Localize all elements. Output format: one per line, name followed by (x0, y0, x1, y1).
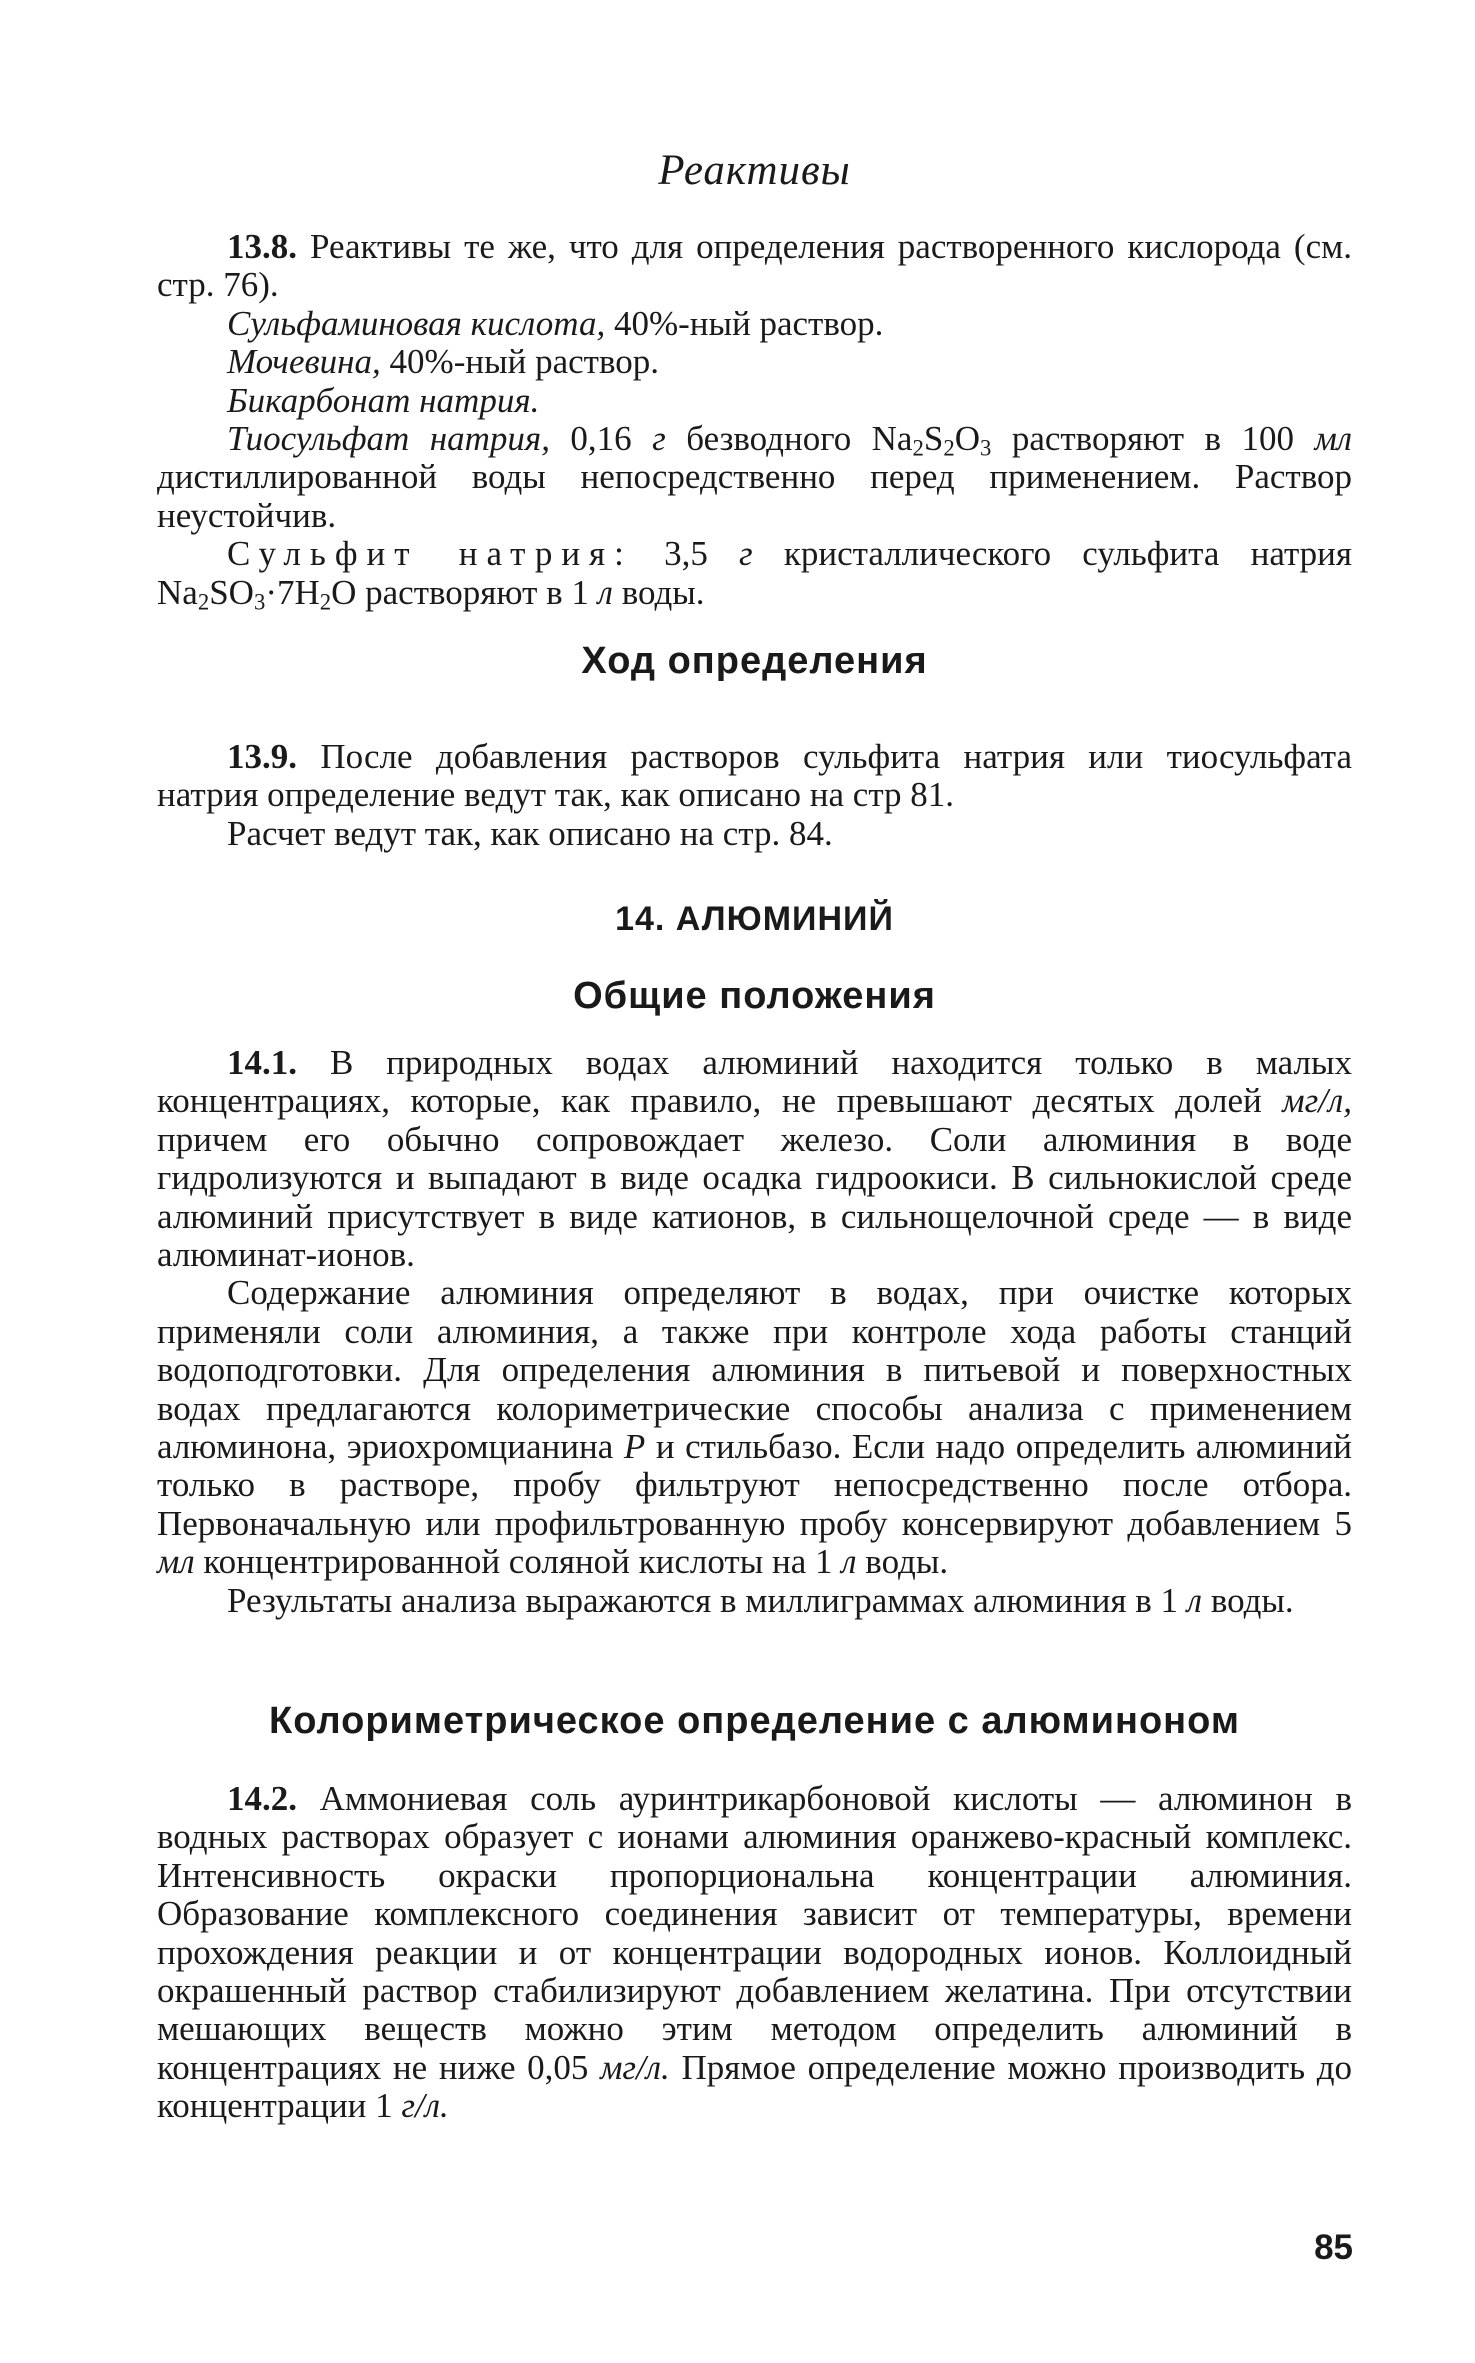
text: Аммониевая соль ауринтрикарбоновой кислоты — алюминон в водных растворах образует с ионами алюминия оранжево-красный комплекс. Интенсивность окраски пропорциональна концентрации алюминия. Образование комплексного соединения зависит от температуры, времени прохождения реакции и от концентрации водородных ионов. Коллоидный окрашенный раствор стабилизируют добавлением желатина. При отсутствии мешающих веществ можно этим методом определить алюминий в концентрациях не ниже 0,05 (157, 1779, 1353, 2087)
reagent-thiosulfate (157, 420, 1352, 535)
reagent-name: Сульфит натрия: (227, 534, 633, 574)
text: Содержание алюминия определяют в водах, при очистке которых применяли соли алюминия, а также при контроле хода работы станций водоподготовки. Для определения алюминия в питьевой и поверхностных водах предлагаются колориметрические способы анализа с применением алюминона, эриохромцианина (157, 1273, 1352, 1467)
text: воды. (621, 572, 705, 612)
reagent-name: Сульфаминовая кислота, (227, 303, 606, 343)
page-number: 85 (1314, 2228, 1353, 2267)
paragraph-13-9 (157, 738, 1352, 815)
unit: л (1186, 1580, 1203, 1620)
text: Результаты анализа выражаются в миллиграммах алюминия в 1 (227, 1580, 1179, 1620)
text: 40%-ный раствор. (389, 342, 659, 382)
text: В природных водах алюминий находится только в малых концентрациях, которые, как правило, не превышают десятых долей (157, 1043, 1353, 1121)
heading-reagents: Реактивы (658, 147, 851, 194)
subscript: 2 (197, 589, 210, 615)
section-colorimetric (157, 1780, 1352, 2126)
paragraph-13-8 (157, 228, 1352, 305)
unit: мл (157, 1542, 195, 1582)
text: ·7H (265, 572, 320, 612)
text: O (954, 419, 980, 459)
reagent-name: Бикарбонат натрия. (227, 380, 540, 420)
heading-aluminum: 14. АЛЮМИНИЙ (615, 900, 894, 938)
text: безводного Na (686, 419, 913, 459)
text: Реактивы те же, что для определения растворенного кислорода (см. стр. 76). (157, 227, 1353, 305)
text: После добавления растворов сульфита натрия или тиосульфата натрия определение ведут так, как описано на стр 81. (157, 737, 1353, 815)
reagent-sulfite (157, 534, 1353, 615)
heading-general: Общие положения (573, 975, 936, 1017)
heading-colorimetric: Колориметрическое определение с алюминоном (269, 1700, 1240, 1742)
text: воды. (865, 1542, 949, 1582)
text: причем его обычно сопровождает железо. Соли алюминия в воде гидролизуются и выпадают в виде осадка гидроокиси. В сильнокислой среде алюминий присутствует в виде катионов, в сильнощелочной среде — в виде алюминат-ионов. (157, 1119, 1352, 1275)
unit: мг/л. (600, 2047, 670, 2087)
paragraph-14-2 (157, 1780, 1352, 2126)
unit: л (597, 572, 613, 612)
text: 3,5 (664, 534, 708, 574)
subscript: 2 (912, 435, 924, 461)
subscript: 3 (253, 589, 266, 615)
text: 0,16 (570, 419, 632, 459)
text: и стильбазо. Если надо определить алюминий только в растворе, пробу фильтруют непосредственно после отбора. Первоначальную или профильтрованную пробу консервируют добавлением 5 (157, 1427, 1352, 1543)
text: 40%-ный раствор. (613, 303, 884, 343)
section-general (157, 1044, 1352, 1620)
clause-number: 13.9. (227, 737, 297, 776)
clause-number: 14.1. (227, 1043, 297, 1082)
text: воды. (1210, 1580, 1294, 1620)
reagent-bicarbonate (157, 382, 1352, 420)
text: дистиллированной воды непосредственно перед применением. Раствор неустойчив. (157, 457, 1352, 535)
text: кристаллического сульфита натрия Na (157, 534, 1353, 612)
unit: мг/л, (1282, 1081, 1352, 1121)
text: Прямое определение можно производить до концентрации 1 (157, 2047, 1352, 2126)
text: O растворяют в 1 (331, 572, 589, 612)
heading-procedure: Ход определения (581, 640, 928, 682)
subscript: 2 (319, 589, 332, 615)
unit: г (739, 534, 753, 574)
text: P (623, 1427, 646, 1467)
text: S (923, 419, 944, 459)
paragraph-results (157, 1582, 1352, 1620)
section-reagents (157, 227, 1353, 615)
paragraph-calc: Расчет ведут так, как описано на стр. 84. (227, 813, 833, 853)
unit: г/л. (401, 2086, 449, 2126)
clause-number: 13.8. (227, 227, 297, 266)
paragraph-content (157, 1274, 1352, 1581)
text: растворяют в 100 (1011, 419, 1294, 459)
unit: л (841, 1542, 857, 1582)
section-procedure (157, 738, 1352, 853)
paragraph-14-1 (157, 1044, 1352, 1274)
unit: г (652, 419, 666, 459)
subscript: 2 (943, 435, 955, 461)
clause-number: 14.2. (227, 1779, 297, 1818)
text: концентрированной соляной кислоты на 1 (203, 1542, 833, 1582)
text: SO (209, 572, 254, 612)
reagent-name: Мочевина, (227, 342, 381, 382)
subscript: 3 (979, 435, 992, 461)
reagent-sulfamic-acid (157, 305, 1352, 343)
reagent-urea (157, 343, 1352, 381)
reagent-name: Тиосульфат натрия, (227, 419, 550, 459)
unit: мл (1314, 419, 1353, 459)
